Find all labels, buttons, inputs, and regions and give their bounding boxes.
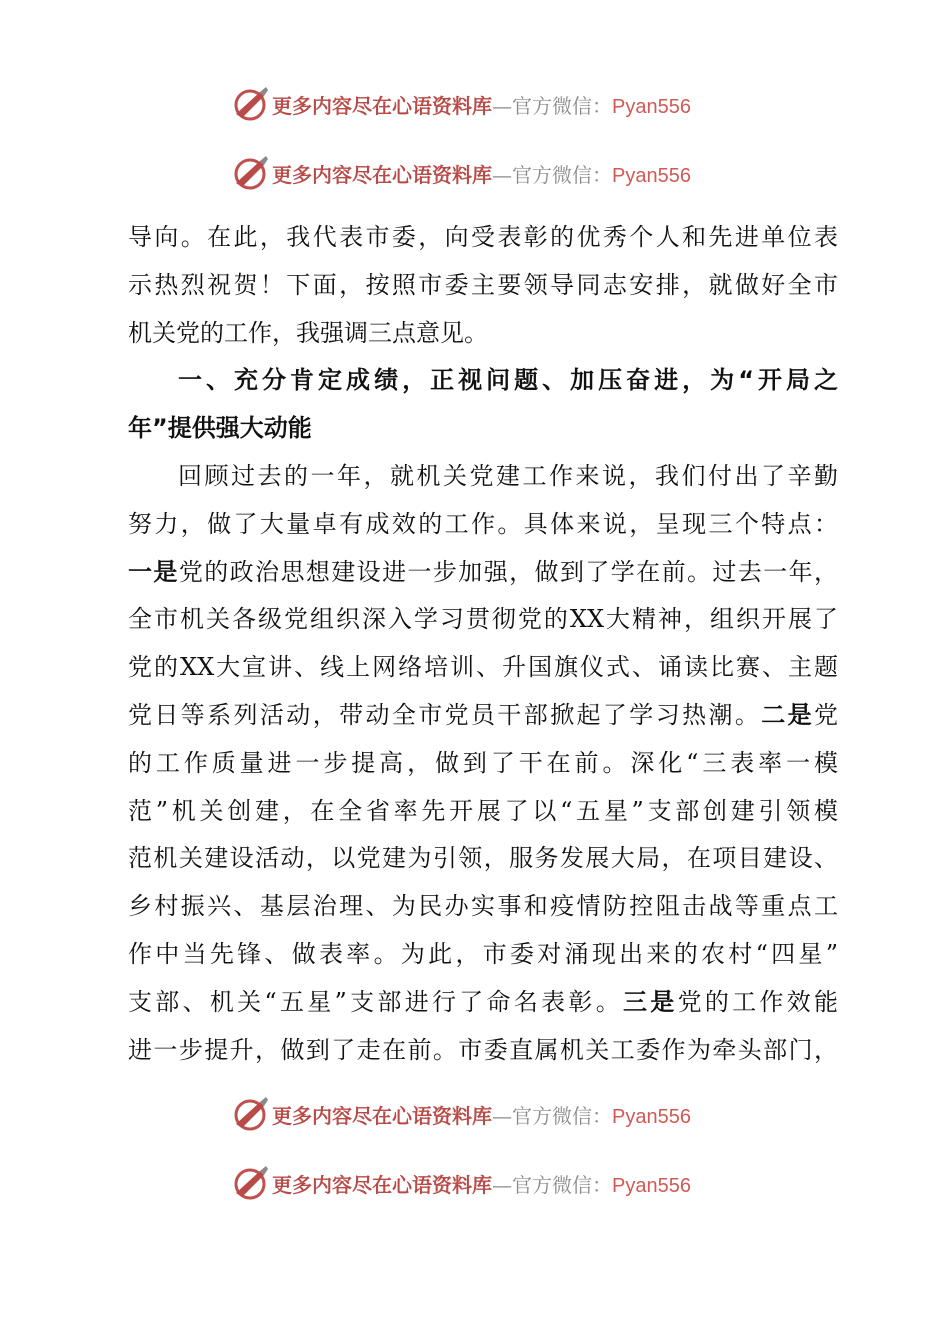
watermark-text: 更多内容尽在心语资料库—官方微信：Pyan556 (272, 1172, 691, 1197)
section-heading: 年”提供强大动能 (128, 414, 312, 443)
pen-logo-icon (230, 84, 270, 124)
watermark-banner (230, 153, 730, 193)
watermark-banner (230, 1163, 730, 1203)
paragraph-line: 乡村振兴、基层治理、为民办实事和疫情防控阻击战等重点工 (128, 892, 838, 921)
paragraph-line: 的工作质量进一步提高，做到了干在前。深化“三表率一模 (128, 748, 838, 777)
paragraph-line: 范机关建设活动，以党建为引领，服务发展大局，在项目建设、 (128, 844, 838, 873)
paragraph-line: 全市机关各级党组织深入学习贯彻党的XX大精神，组织开展了 (128, 605, 838, 634)
paragraph-line: 党的XX大宣讲、线上网络培训、升国旗仪式、诵读比赛、主题 (128, 653, 838, 682)
watermark-text: 更多内容尽在心语资料库—官方微信：Pyan556 (272, 93, 691, 118)
pen-logo-icon (230, 1094, 270, 1134)
watermark-text: 更多内容尽在心语资料库—官方微信：Pyan556 (272, 162, 691, 187)
paragraph-line: 努力，做了大量卓有成效的工作。具体来说，呈现三个特点： (128, 509, 838, 538)
paragraph-line: 示热烈祝贺！下面，按照市委主要领导同志安排，就做好全市 (128, 270, 838, 299)
emphasis-label: 二是 (761, 700, 815, 729)
paragraph-line: 支部、机关“五星”支部进行了命名表彰。三是党的工作效能 (128, 987, 838, 1016)
paragraph-line: 导向。在此，我代表市委，向受表彰的优秀个人和先进单位表 (128, 223, 838, 251)
watermark-text: 更多内容尽在心语资料库—官方微信：Pyan556 (272, 1103, 691, 1128)
paragraph-line: 回顾过去的一年，就机关党建工作来说，我们付出了辛勤 (178, 461, 838, 490)
section-heading: 一、充分肯定成绩，正视问题、加压奋进，为“开局之 (178, 366, 838, 395)
emphasis-label: 三是 (622, 987, 678, 1016)
pen-logo-icon (230, 1163, 270, 1203)
watermark-banner (230, 84, 730, 124)
document-body (128, 214, 838, 1074)
pen-logo-icon (230, 153, 270, 193)
paragraph-line: 进一步提升，做到了走在前。市委直属机关工委作为牵头部门， (128, 1035, 838, 1064)
paragraph-line: 党日等系列活动，带动全市党员干部掀起了学习热潮。二是党 (128, 700, 839, 729)
watermark-banner (230, 1094, 730, 1134)
emphasis-label: 一是 (128, 557, 179, 586)
paragraph-line: 机关党的工作，我强调三点意见。 (128, 318, 488, 347)
paragraph-line: 范”机关创建，在全省率先开展了以“五星”支部创建引领模 (128, 796, 838, 825)
paragraph-line: 作中当先锋、做表率。为此，市委对涌现出来的农村“四星” (128, 939, 838, 968)
paragraph-line: 一是党的政治思想建设进一步加强，做到了学在前。过去一年， (128, 557, 839, 586)
